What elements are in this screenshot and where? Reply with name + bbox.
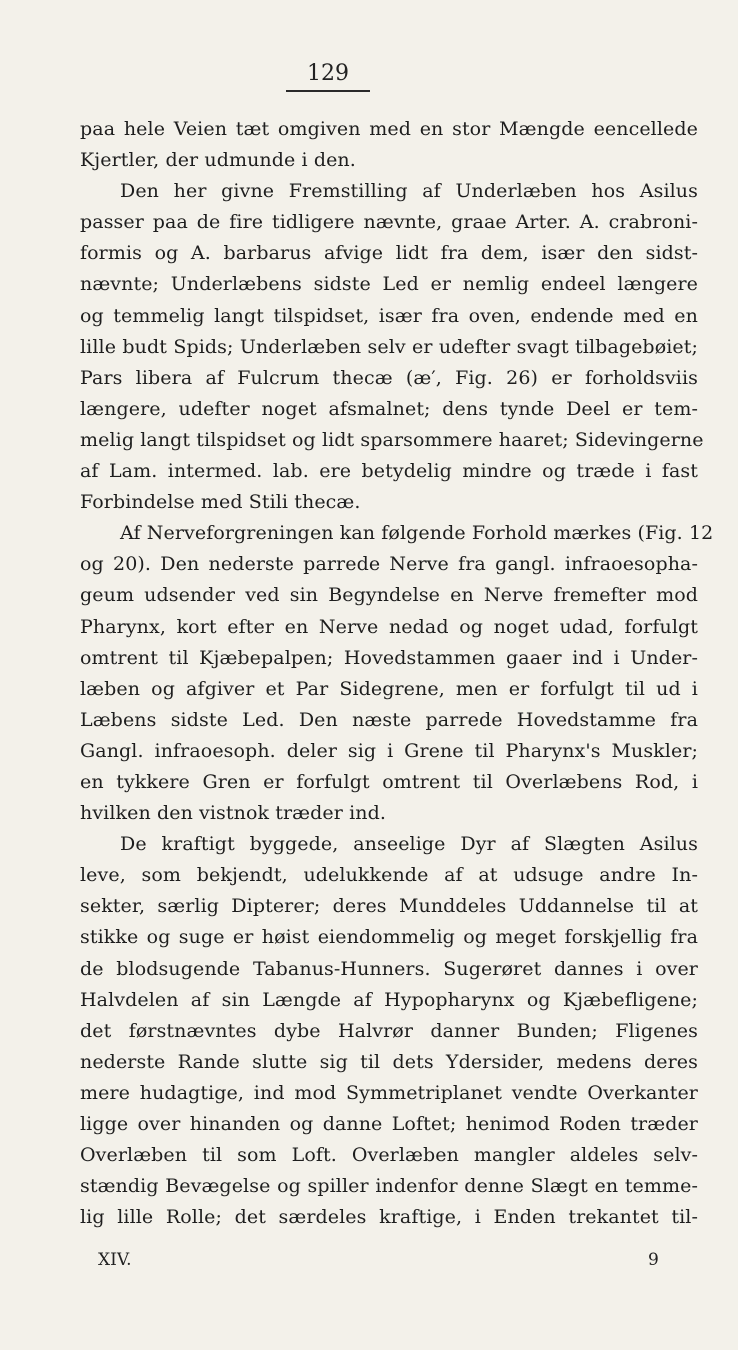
- page-number: 129: [307, 61, 349, 86]
- text-line: melig langt tilspidset og lidt sparsommere haaret; Sidevingerne: [80, 428, 704, 451]
- text-line: Gangl. infraoesoph. deler sig i Grene til Pharynx's Muskler;: [80, 739, 698, 762]
- text-line: hvilken den vistnok træder ind.: [80, 802, 386, 825]
- signature-mark-right: 9: [648, 1250, 659, 1270]
- text-line: leve, som bekjendt, udelukkende af at udsuge andre In-: [80, 864, 698, 887]
- text-line: Kjertler, der udmunde i den.: [80, 149, 356, 172]
- text-line: Af Nerveforgreningen kan følgende Forhold mærkes (Fig. 12: [120, 522, 714, 545]
- text-line: læben og afgiver et Par Sidegrene, men er forfulgt til ud i: [80, 677, 698, 700]
- text-line: geum udsender ved sin Begyndelse en Nerve fremefter mod: [80, 584, 698, 607]
- text-line: det førstnævntes dybe Halvrør danner Bunden; Fligenes: [80, 1019, 698, 1042]
- text-line: af Lam. intermed. lab. ere betydelig mindre og træde i fast: [80, 460, 698, 483]
- text-line: paa hele Veien tæt omgiven med en stor Mængde eencellede: [80, 118, 698, 140]
- page-number-rule: [286, 90, 370, 92]
- text-line: omtrent til Kjæbepalpen; Hovedstammen gaaer ind i Under-: [80, 646, 698, 669]
- text-line: Læbens sidste Led. Den næste parrede Hovedstamme fra: [80, 708, 698, 731]
- text-line: Forbindelse med Stili thecæ.: [80, 491, 361, 514]
- body-text: [80, 114, 714, 1233]
- text-line: Pars libera af Fulcrum thecæ (æ′, Fig. 26) er forholdsviis: [80, 366, 698, 389]
- text-line: og temmelig langt tilspidset, især fra oven, endende med en: [80, 304, 698, 327]
- text-line: Den her givne Fremstilling af Underlæben hos Asilus: [120, 180, 698, 203]
- text-line: længere, udefter noget afsmalnet; dens tynde Deel er tem-: [80, 397, 698, 420]
- text-line: lille budt Spids; Underlæben selv er udefter svagt tilbagebøiet;: [80, 335, 698, 358]
- text-line: nævnte; Underlæbens sidste Led er nemlig endeel længere: [80, 273, 698, 296]
- text-line: Pharynx, kort efter en Nerve nedad og noget udad, forfulgt: [80, 615, 698, 638]
- text-line: nederste Rande slutte sig til dets Ydersider, medens deres: [80, 1050, 698, 1073]
- text-line: Overlæben til som Loft. Overlæben mangler aldeles selv-: [80, 1144, 698, 1167]
- text-line: stændig Bevægelse og spiller indenfor denne Slægt en temme-: [80, 1175, 698, 1198]
- text-line: og 20). Den nederste parrede Nerve fra gangl. infraoesopha-: [80, 553, 698, 576]
- text-line: De kraftigt byggede, anseelige Dyr af Slægten Asilus: [120, 833, 698, 856]
- text-line: ligge over hinanden og danne Loftet; henimod Roden træder: [80, 1113, 698, 1135]
- text-line: passer paa de fire tidligere nævnte, graae Arter. A. crabroni-: [80, 211, 698, 234]
- text-line: Halvdelen af sin Længde af Hypopharynx og Kjæbefligene;: [80, 988, 698, 1011]
- text-line: sekter, særlig Dipterer; deres Munddeles Uddannelse til at: [80, 895, 698, 918]
- text-line: mere hudagtige, ind mod Symmetriplanet vendte Overkanter: [80, 1081, 698, 1104]
- text-line: de blodsugende Tabanus-Hunners. Sugerøret dannes i over: [80, 957, 698, 980]
- text-line: en tykkere Gren er forfulgt omtrent til Overlæbens Rod, i: [80, 770, 698, 793]
- text-line: stikke og suge er høist eiendommelig og meget forskjellig fra: [80, 926, 698, 949]
- text-line: formis og A. barbarus afvige lidt fra dem, især den sidst-: [80, 242, 698, 265]
- text-line: lig lille Rolle; det særdeles kraftige, i Enden trekantet til-: [80, 1206, 698, 1229]
- signature-mark-left: XIV.: [98, 1250, 132, 1270]
